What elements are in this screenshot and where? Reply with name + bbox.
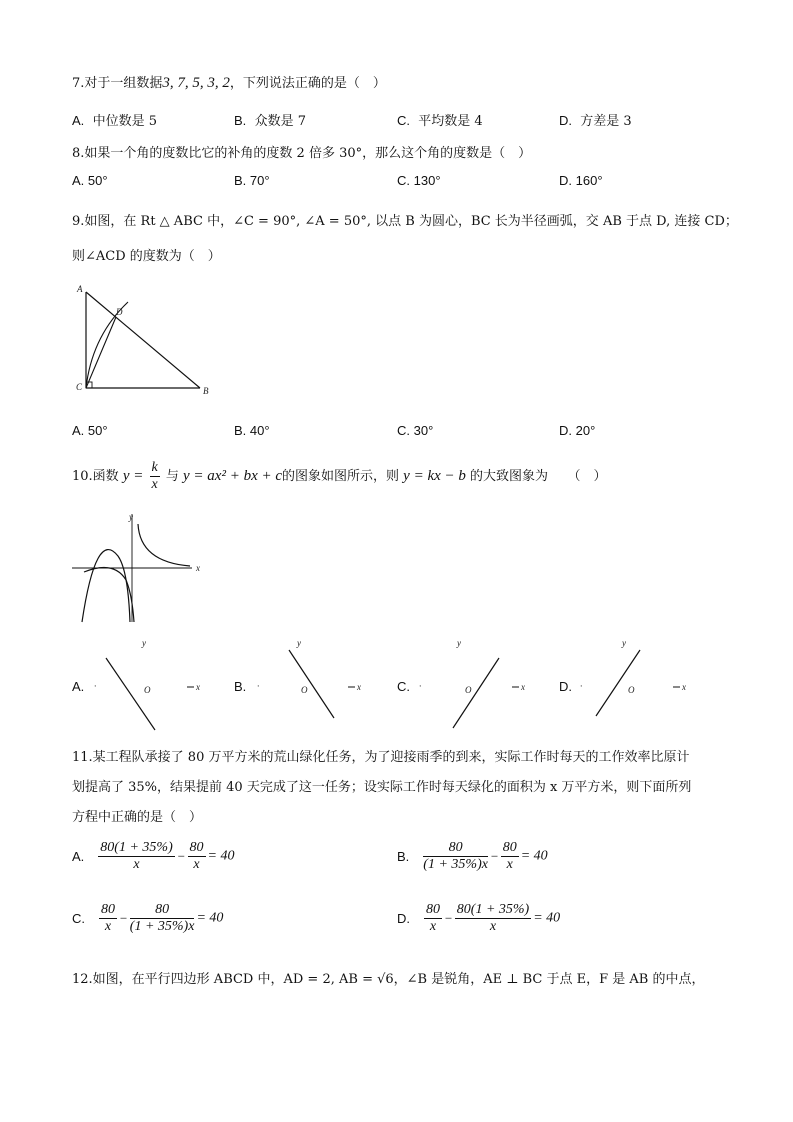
q8-option-c: C. 130° bbox=[397, 173, 441, 188]
q10-b-origin: O bbox=[301, 685, 308, 695]
q9-label-a: A bbox=[77, 284, 83, 294]
q8-option-d: D. 160° bbox=[559, 173, 603, 188]
q10-d-axis-y: y bbox=[622, 638, 626, 648]
q11-option-a: A. $\frac{80(1 + 35\%)}{x}$ − $\frac{80}{x}$ = 40 bbox=[72, 840, 235, 873]
q10-stem bbox=[72, 458, 607, 495]
q9-stem-line1: 9.如图，在 Rt △ ABC 中，∠C = 90°, ∠A = 50°, 以点 B 为圆心，BC 长为半径画弧，交 AB 于点 D, 连接 CD； bbox=[72, 214, 738, 229]
q11-option-d: D. $\frac{80}{x}$ − $\frac{80(1 + 35\%)}{x}$ = 40 bbox=[397, 902, 561, 935]
q9-option-a: A. 50° bbox=[72, 423, 108, 438]
q9-stem-line2: 则∠ACD 的度数为（ ） bbox=[72, 249, 221, 264]
q11-option-c: C. $\frac{80}{x}$ − $\frac{80}{(1 + 35\%)x}$ = 40 bbox=[72, 902, 224, 935]
q10-a-dot: · bbox=[94, 681, 97, 691]
q10-option-a-label: A. bbox=[72, 679, 85, 694]
q10-c-axis-x: x bbox=[521, 682, 525, 692]
q9-label-d: D bbox=[116, 307, 123, 317]
q10-d-axis-x: x bbox=[682, 682, 686, 692]
q10-option-d-label: D. bbox=[559, 679, 572, 694]
q10-mid: 与 bbox=[165, 469, 179, 484]
q10-d-origin: O bbox=[628, 685, 635, 695]
q11-line2: 划提高了 35%，结果提前 40 天完成了这一任务；设实际工作时每天绿化的面积为 x 万平方米，则下面所列 bbox=[72, 780, 692, 795]
q10-num: 10.函数 bbox=[72, 469, 119, 484]
q9-label-c: C bbox=[76, 382, 83, 392]
q10-b-axis-y: y bbox=[297, 638, 301, 648]
q7-option-a: A. 中位数是 5 bbox=[72, 113, 157, 129]
q10-main-axis-y: y bbox=[129, 512, 133, 522]
q10-d-dot: · bbox=[580, 681, 583, 691]
q10-suffix: 的大致图象为 （ ） bbox=[470, 469, 607, 484]
q8-option-b: B. 70° bbox=[234, 173, 270, 188]
q10-option-c-label: C. bbox=[397, 679, 410, 694]
q10-a-axis-x: x bbox=[196, 682, 200, 692]
q10-main-figure bbox=[72, 510, 222, 625]
q9-option-b: B. 40° bbox=[234, 423, 270, 438]
q10-option-b-label: B. bbox=[234, 679, 247, 694]
q10-option-a-graph bbox=[92, 640, 212, 735]
q7-stem-suffix: ，下列说法正确的是（ ） bbox=[229, 76, 386, 91]
q7-stem-prefix: 7.对于一组数据 bbox=[72, 76, 163, 91]
q7-option-b: B. 众数是 7 bbox=[234, 113, 306, 129]
q10-b-axis-x: x bbox=[357, 682, 361, 692]
q11-line3: 方程中正确的是（ ） bbox=[72, 810, 203, 825]
q10-c-origin: O bbox=[465, 685, 472, 695]
q7-data: 3, 7, 5, 3, 2 bbox=[162, 75, 230, 91]
q10-option-c-graph bbox=[417, 640, 537, 735]
q10-main-axis-x: x bbox=[196, 563, 200, 573]
q11-line1: 11.某工程队承接了 80 万平方米的荒山绿化任务，为了迎接雨季的到来，实际工作时每天的工作效率比原计 bbox=[72, 750, 690, 765]
q10-b-dot: · bbox=[257, 681, 260, 691]
q8-stem: 8.如果一个角的度数比它的补角的度数 2 倍多 30°，那么这个角的度数是（ ） bbox=[72, 146, 532, 161]
q7-option-c: C. 平均数是 4 bbox=[397, 113, 483, 129]
q10-mid2: 的图象如图所示，则 bbox=[282, 469, 400, 484]
q8-option-a: A. 50° bbox=[72, 173, 108, 188]
q7-option-d: D. 方差是 3 bbox=[559, 113, 632, 129]
q10-fraction: $\frac{k}{x}$ bbox=[151, 459, 158, 492]
q10-c-axis-y: y bbox=[457, 638, 461, 648]
q9-option-d: D. 20° bbox=[559, 423, 596, 438]
q10-c-dot: · bbox=[419, 681, 422, 691]
q7-stem bbox=[72, 72, 386, 92]
q10-y-eq: y = bbox=[122, 468, 144, 484]
q9-label-b: B bbox=[203, 386, 209, 396]
q10-quadratic: y = ax² + bx + c bbox=[183, 468, 283, 484]
q10-a-axis-y: y bbox=[142, 638, 146, 648]
q10-linear: y = kx − b bbox=[403, 468, 466, 484]
q10-option-d-graph bbox=[578, 640, 698, 735]
q10-option-b-graph bbox=[255, 640, 375, 735]
q9-figure bbox=[70, 278, 220, 398]
q10-a-origin: O bbox=[144, 685, 151, 695]
q9-option-c: C. 30° bbox=[397, 423, 434, 438]
q11-option-b: B. $\frac{80}{(1 + 35\%)x}$ − $\frac{80}{x}$ = 40 bbox=[397, 840, 548, 873]
q12-stem: 12.如图，在平行四边形 ABCD 中，AD = 2, AB = √6，∠B 是锐角，AE ⊥ BC 于点 E，F 是 AB 的中点， bbox=[72, 972, 705, 987]
